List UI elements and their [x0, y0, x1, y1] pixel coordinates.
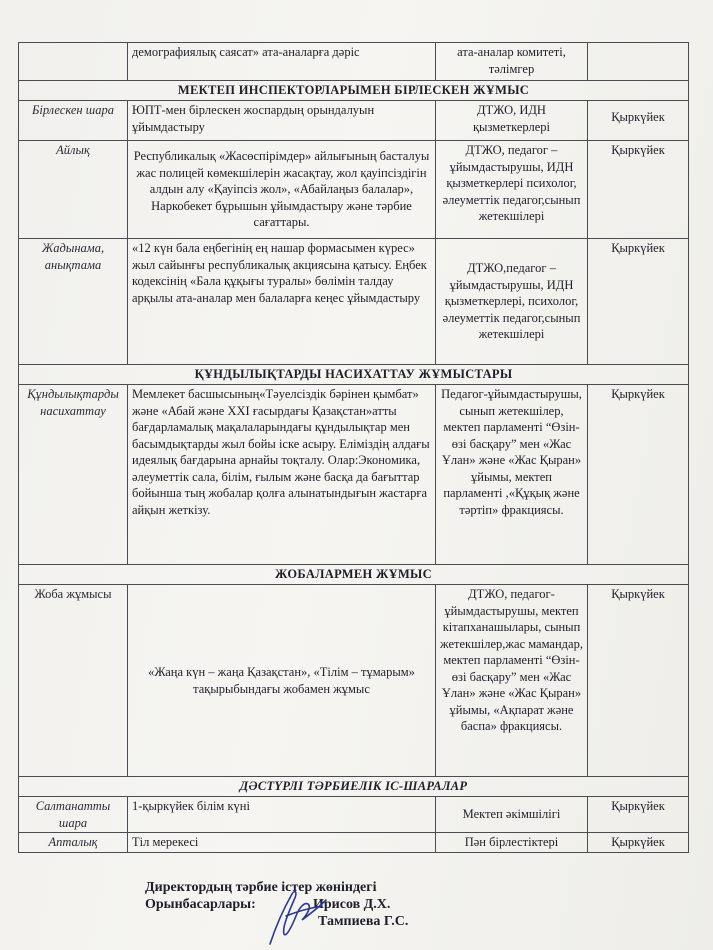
section-header-row: [19, 777, 689, 797]
section-heading: МЕКТЕП ИНСПЕКТОРЛАРЫМЕН БІРЛЕСКЕН ЖҰМЫС: [19, 81, 689, 101]
table-row: [19, 797, 689, 833]
activity-cell: Тіл мерекесі: [128, 833, 436, 853]
activity-cell: Республикалық «Жасөспірімдер» айлығының басталуы жас полицей көмекшілерін жасақтау, жол қауіпсіздігін алдын алу «Қауіпсіз жол», «Абайлаңыз балалар», Наркобекет бұрышын ұйымдастыру және тәрбие сағаттары.: [128, 141, 436, 239]
table-row: [19, 239, 689, 365]
category-cell: Жоба жұмысы: [19, 585, 128, 777]
table-row: [19, 385, 689, 565]
signatory-name: Тампиева Г.С.: [318, 914, 409, 929]
section-header-row: [19, 365, 689, 385]
table-row: [19, 833, 689, 853]
date-cell: Қыркүйек: [588, 797, 689, 833]
table-row: [19, 141, 689, 239]
plan-table: [18, 42, 689, 853]
date-cell: Қыркүйек: [588, 833, 689, 853]
date-cell: Қыркүйек: [588, 585, 689, 777]
section-header-row: [19, 565, 689, 585]
signature-title: Директордың тәрбие істер жөніндегі: [145, 880, 377, 895]
activity-cell: «Жаңа күн – жаңа Қазақстан», «Тілім – тұмарым» тақырыбындағы жобамен жұмыс: [128, 585, 436, 777]
responsible-cell: ДТЖО, педагог – ұйымдастырушы, ИДН қызметкерлері психолог, әлеуметтік педагог,сынып жетекшілері: [436, 141, 588, 239]
signatory-name: Ирисов Д.Х.: [313, 897, 391, 912]
table-row: [19, 101, 689, 141]
category-cell: Құндылықтарды насихаттау: [19, 385, 128, 565]
section-heading: ДӘСТҮРЛІ ТӘРБИЕЛІК ІС-ШАРАЛАР: [19, 777, 689, 797]
activity-cell: ЮПТ-мен бірлескен жоспардың орындалуын ұйымдастыру: [128, 101, 436, 141]
responsible-cell: Педагог-ұйымдастырушы, сынып жетекшілер, мектеп парламенті “Өзін-өзі басқару” мен «Жас Ұлан» және «Жас Қыран» ұйымы, мектеп парламенті ,«Құқық және тәртіп» фракциясы.: [436, 385, 588, 565]
date-cell: Қыркүйек: [588, 239, 689, 365]
category-cell: Жадынама, анықтама: [19, 239, 128, 365]
responsible-cell: Мектеп әкімшілігі: [436, 797, 588, 833]
handwritten-signature-icon: [262, 886, 332, 948]
signature-label: Орынбасарлары:: [145, 897, 256, 912]
table-row: [19, 43, 689, 81]
category-cell: [19, 43, 128, 81]
category-cell: Салтанатты шара: [19, 797, 128, 833]
category-cell: Бірлескен шара: [19, 101, 128, 141]
responsible-cell: ДТЖО, педагог-ұйымдастырушы, мектеп кітапханашылары, сынып жетекшілер,жас мамандар, мектеп парламенті “Өзін-өзі басқару” мен «Жас Ұлан» және «Жас Қыран» ұйымы, «Ақпарат және баспа» фракциясы.: [436, 585, 588, 777]
responsible-cell: ата-аналар комитеті, тәлімгер: [436, 43, 588, 81]
activity-cell: демографиялық саясат» ата-аналарға дәріс: [128, 43, 436, 81]
date-cell: Қыркүйек: [588, 141, 689, 239]
responsible-cell: ДТЖО, ИДН қызметкерлері: [436, 101, 588, 141]
date-cell: Қыркүйек: [588, 385, 689, 565]
activity-cell: Мемлекет басшысының«Тәуелсіздік бәрінен қымбат» және «Абай және XXI ғасырдағы Қазақстан»атты бағдарламалық мақалаларындағы құндылықтар мен басымдықтарды жыл бойы іске асыру. Еліміздің алдағы идеялық бағдарына арнайы тоқталу. Олар:Экономика, әлеуметтік сала, білім, ғылым және басқа да бағыттар бойынша тың жобалар қолға алынатындығын жастарға айқын жеткізу.: [128, 385, 436, 565]
activity-cell: 1-қыркүйек білім күні: [128, 797, 436, 833]
responsible-cell: Пән бірлестіктері: [436, 833, 588, 853]
activity-cell: «12 күн бала еңбегінің ең нашар формасымен күрес» жыл сайынғы республикалық акциясына қатысу. Еңбек кодексінің «Бала құқығы туралы» бөлімін талдау арқылы ата-аналар мен балаларға кеңес ұйымдастыру: [128, 239, 436, 365]
category-cell: Айлық: [19, 141, 128, 239]
section-header-row: [19, 81, 689, 101]
category-cell: Апталық: [19, 833, 128, 853]
responsible-cell: ДТЖО,педагог – ұйымдастырушы, ИДН қызметкерлері, психолог, әлеуметтік педагог,сынып жетекшілері: [436, 239, 588, 365]
section-heading: ҚҰНДЫЛЫҚТАРДЫ НАСИХАТТАУ ЖҰМЫСТАРЫ: [19, 365, 689, 385]
table-row: [19, 585, 689, 777]
date-cell: Қыркүйек: [588, 101, 689, 141]
section-heading: ЖОБАЛАРМЕН ЖҰМЫС: [19, 565, 689, 585]
date-cell: [588, 43, 689, 81]
